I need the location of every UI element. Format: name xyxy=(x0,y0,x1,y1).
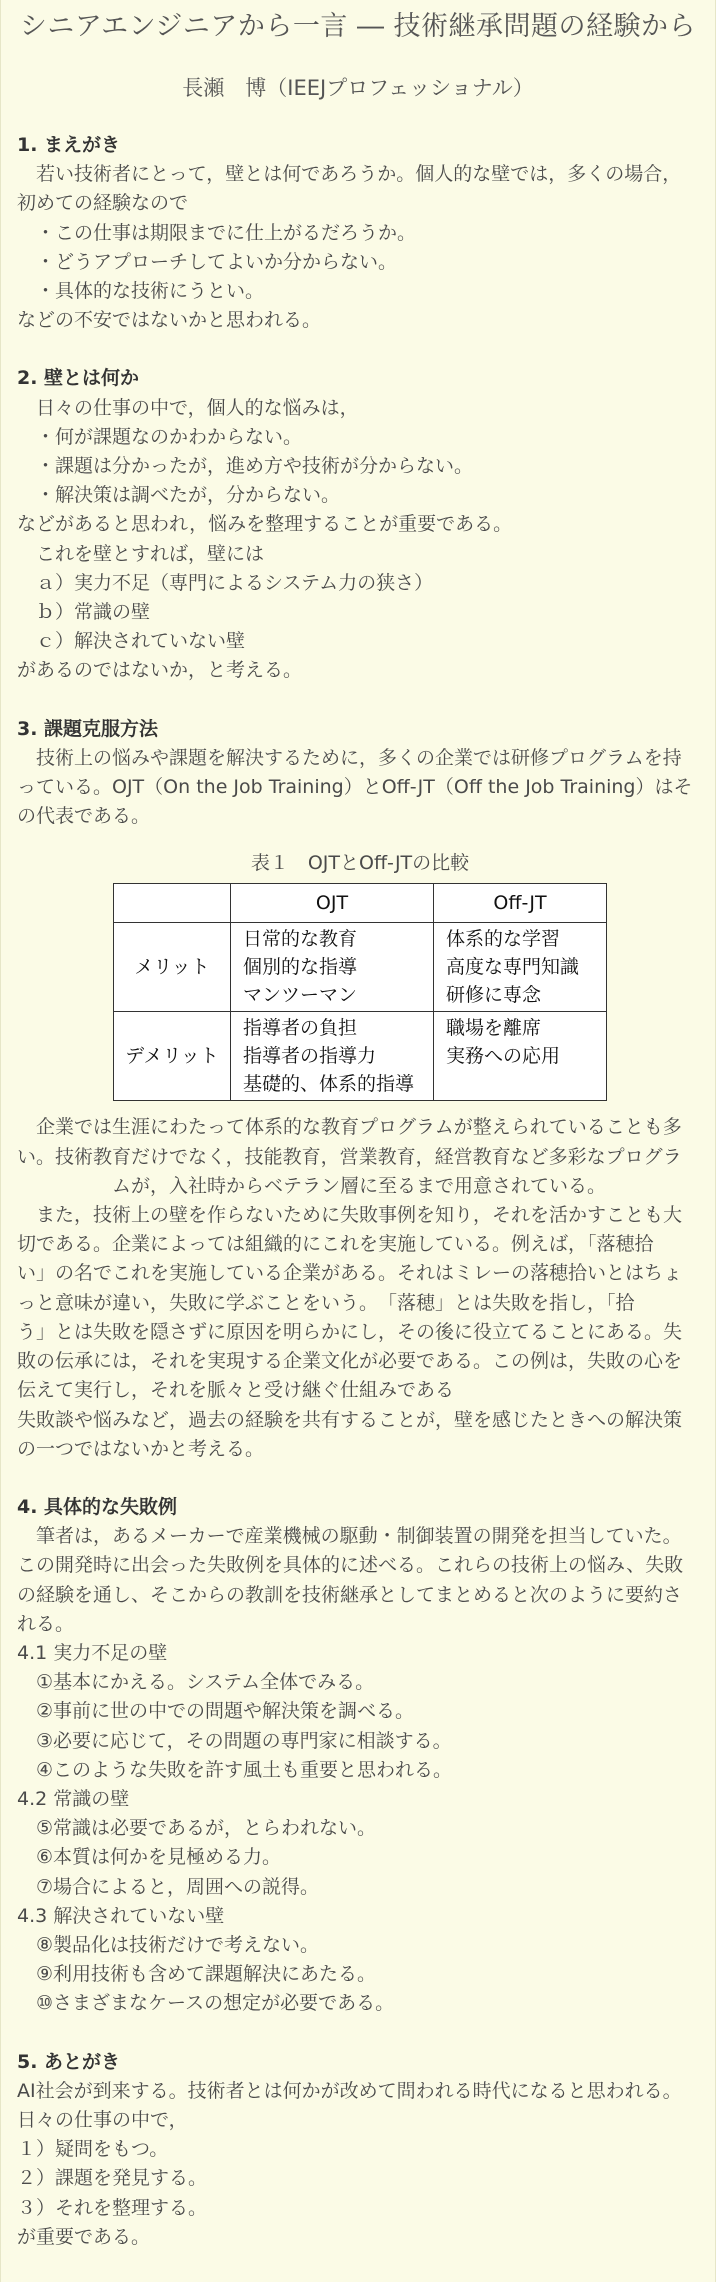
cell-line: マンツーマン xyxy=(243,984,358,1007)
section-failure-examples xyxy=(17,1493,703,2019)
paragraph-line: 失敗談や悩みなど，過去の経験を共有することが，壁を感じたときへの解決策 xyxy=(17,1408,683,1431)
table-cell-offjt-merit xyxy=(434,923,607,1012)
list-item: ①基本にかえる。システム全体でみる。 xyxy=(36,1671,375,1694)
paragraph-line: 技術上の悩みや課題を解決するために，多くの企業では研修プログラムを持 xyxy=(17,746,682,769)
list-item: ｂ）常識の壁 xyxy=(17,601,151,624)
cell-line: 研修に専念 xyxy=(446,984,542,1007)
list-item: ｃ）解決されていない壁 xyxy=(17,630,246,653)
cell-line: 基礎的、体系的指導 xyxy=(243,1073,415,1096)
paragraph-line: AI社会が到来する。技術者とは何かが改めて問われる時代になると思われる。 xyxy=(17,2079,682,2102)
paragraph-line: ムが，入社時からベテラン層に至るまで用意されている。 xyxy=(17,1174,607,1197)
paragraph-line: などがあると思われ，悩みを整理することが重要である。 xyxy=(17,513,513,536)
paragraph-line: 日々の仕事の中で，個人的な悩みは， xyxy=(17,396,359,419)
cell-line: 高度な専門知識 xyxy=(446,956,580,979)
paragraph-line: っている。OJT（On the Job Training）とOff-JT（Off the Job Training）はそ xyxy=(17,776,693,799)
section-heading: 2. 壁とは何か xyxy=(17,367,140,390)
list-item: ⑨利用技術も含めて課題解決にあたる。 xyxy=(36,1963,377,1986)
paragraph-line: 筆者は，あるメーカーで産業機械の駆動・制御装置の開発を担当していた。 xyxy=(17,1525,682,1548)
paragraph-line: これを壁とすれば，壁には xyxy=(17,542,265,565)
list-item: ａ）実力不足（専門によるシステム力の狭さ） xyxy=(17,571,434,594)
document-body xyxy=(1,103,715,2252)
subsection-heading: 4.1 実力不足の壁 xyxy=(17,1641,168,1664)
list-item: ⑧製品化は技術だけで考えない。 xyxy=(36,1933,320,1956)
table-caption: 表１ OJTとOff-JTの比較 xyxy=(250,852,470,875)
table-header-empty xyxy=(114,884,231,923)
paragraph-line: 切である。企業によっては組織的にこれを実施している。例えば，「落穂拾 xyxy=(17,1233,654,1256)
table-row xyxy=(114,923,607,1012)
list-item: ・何が課題なのかわからない。 xyxy=(17,425,303,448)
comparison-table xyxy=(113,883,607,1101)
paragraph-line: があるのではないか，と考える。 xyxy=(17,659,303,682)
cell-line: 指導者の負担 xyxy=(243,1017,358,1040)
list-item: １）疑問をもつ。 xyxy=(17,2138,169,2161)
list-item: ２）課題を発見する。 xyxy=(17,2167,208,2190)
row-label-demerit: デメリット xyxy=(114,1012,231,1101)
list-item: ・解決策は調べたが，分からない。 xyxy=(17,484,341,507)
paragraph-line: が重要である。 xyxy=(17,2225,151,2248)
section-conclusion xyxy=(17,2048,703,2252)
list-item: ３）それを整理する。 xyxy=(17,2196,208,2219)
paragraph-line: 日々の仕事の中で， xyxy=(17,2108,188,2131)
paragraph-line: この開発時に出会った失敗例を具体的に述べる。これらの技術上の悩み、失敗 xyxy=(17,1554,684,1577)
list-item: ②事前に世の中での問題や解決策を調べる。 xyxy=(36,1700,415,1723)
page-title: シニアエンジニアから一言 ― 技術継承問題の経験から xyxy=(19,11,697,42)
list-item: ・具体的な技術にうとい。 xyxy=(17,280,265,303)
author-line: 長瀬 博（IEEJプロフェッショナル） xyxy=(182,76,534,100)
list-item: ③必要に応じて，その問題の専門家に相談する。 xyxy=(36,1729,452,1752)
paragraph-line: 企業では生涯にわたって体系的な教育プログラムが整えられていることも多 xyxy=(17,1116,682,1139)
table-cell-offjt-demerit xyxy=(434,1012,607,1101)
section-heading: 3. 課題克服方法 xyxy=(17,717,159,740)
row-label-merit: メリット xyxy=(114,923,231,1012)
paragraph-line: っと意味が違い，失敗に学ぶことをいう。 「落穂」とは失敗を指し，「拾 xyxy=(17,1291,635,1314)
paragraph-line: 初めての経験なので xyxy=(17,192,189,215)
list-item: ⑤常識は必要であるが，とらわれない。 xyxy=(36,1817,377,1840)
paragraph-line: また，技術上の壁を作らないために失敗事例を知り，それを活かすことも大 xyxy=(17,1204,683,1227)
section-what-is-wall xyxy=(17,364,703,685)
section-heading: 4. 具体的な失敗例 xyxy=(17,1495,178,1518)
section-overcoming xyxy=(17,715,703,1464)
list-item: ・どうアプローチしてよいか分からない。 xyxy=(17,250,398,273)
paragraph-line: い」の名でこれを実施している企業がある。それはミレーの落穂拾いとはちょ xyxy=(17,1262,683,1285)
table-cell-ojt-demerit xyxy=(231,1012,434,1101)
table-row xyxy=(114,1012,607,1101)
cell-line: 体系的な学習 xyxy=(446,928,561,951)
list-item: ⑦場合によると，周囲への説得。 xyxy=(36,1875,320,1898)
paragraph-line: 若い技術者にとって，壁とは何であろうか。個人的な壁では，多くの場合， xyxy=(17,163,682,186)
list-item: ④このような失敗を許す風土も重要と思われる。 xyxy=(36,1758,453,1781)
paragraph-line: の代表である。 xyxy=(17,805,151,828)
section-heading: 1. まえがき xyxy=(17,134,121,156)
list-item: ・この仕事は期限までに仕上がるだろうか。 xyxy=(17,221,417,244)
paragraph-line: などの不安ではないかと思われる。 xyxy=(17,309,322,332)
list-item: ⑩さまざまなケースの想定が必要である。 xyxy=(36,1992,395,2015)
subsection-heading: 4.3 解決されていない壁 xyxy=(17,1904,225,1927)
subsection-heading: 4.2 常識の壁 xyxy=(17,1787,130,1810)
paragraph-line: の経験を通し、そこからの教訓を技術継承としてまとめると次のように要約さ xyxy=(17,1583,683,1606)
table-header-offjt: Off-JT xyxy=(434,884,607,923)
list-item: ・課題は分かったが，進め方や技術が分からない。 xyxy=(17,455,474,478)
table-cell-ojt-merit xyxy=(231,923,434,1012)
cell-line: 日常的な教育 xyxy=(243,928,358,951)
paragraph-line: れる。 xyxy=(17,1612,75,1635)
paragraph-line: 敗の伝承には，それを実現する企業文化が必要である。この例は，失敗の心を xyxy=(17,1350,683,1373)
table-header-ojt: OJT xyxy=(231,884,434,923)
list-item: ⑥本質は何かを見極める力。 xyxy=(36,1846,282,1869)
paragraph-line: 伝えて実行し，それを脈々と受け継ぐ仕組みである xyxy=(17,1379,455,1402)
cell-line: 指導者の指導力 xyxy=(243,1045,377,1068)
paragraph-line: う」とは失敗を隠さずに原因を明らかにし，その後に役立てることにある。失 xyxy=(17,1320,683,1343)
paragraph-line: の一つではないかと考える。 xyxy=(17,1437,265,1460)
cell-line: 職場を離席 xyxy=(446,1017,542,1040)
paragraph-line: い。技術教育だけでなく，技能教育，営業教育，経営教育など多彩なプログラ xyxy=(17,1145,682,1168)
cell-line: 実務への応用 xyxy=(446,1045,561,1068)
cell-line: 個別的な指導 xyxy=(243,956,358,979)
section-introduction xyxy=(17,131,703,335)
section-heading: 5. あとがき xyxy=(17,2050,121,2073)
